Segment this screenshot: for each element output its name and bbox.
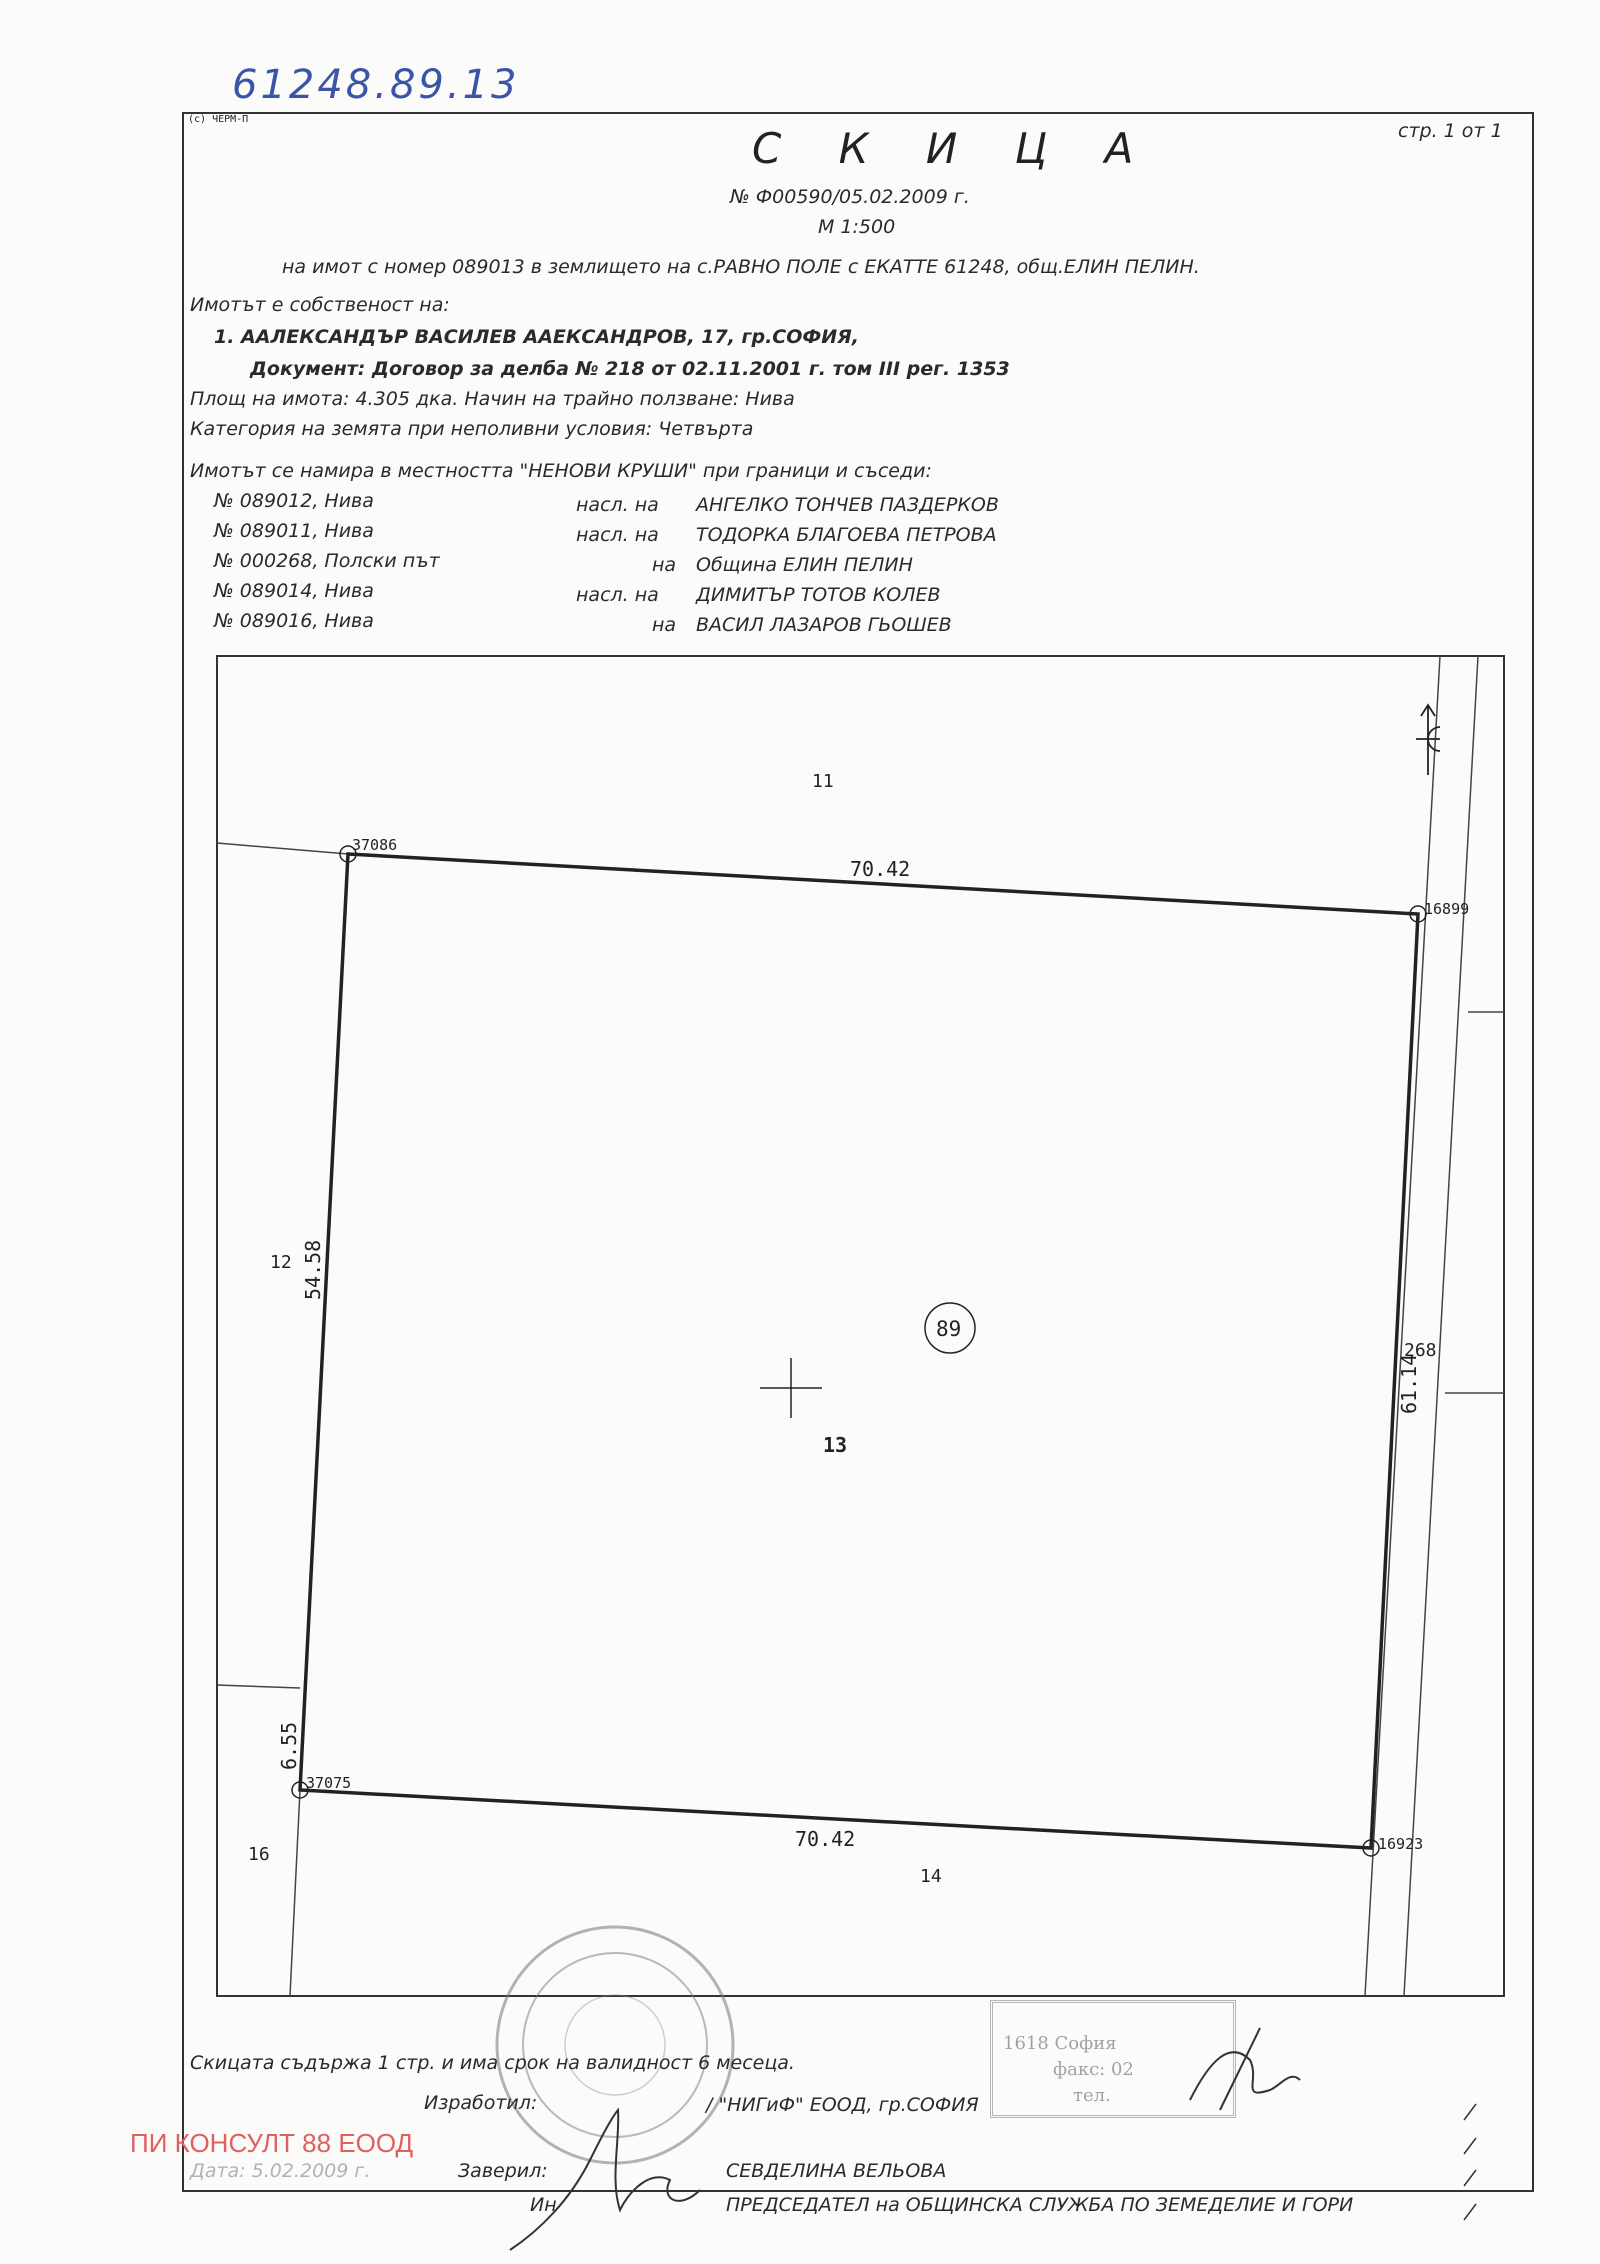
centroid-cross-icon bbox=[760, 1358, 822, 1418]
stamp-line: 1618 София bbox=[1003, 2033, 1117, 2054]
watermark-company: ПИ КОНСУЛТ 88 ЕООД bbox=[130, 2128, 414, 2158]
distance-label: 61.14 bbox=[1397, 1353, 1421, 1414]
neighbor-id: № 089014, Нива bbox=[214, 580, 374, 602]
position-prefix: Ин bbox=[530, 2194, 557, 2216]
document-title: С К И Ц А bbox=[752, 124, 1156, 173]
parcel-boundary bbox=[300, 854, 1418, 1848]
road-edge bbox=[1404, 656, 1478, 1996]
neighbor-id: № 000268, Полски път bbox=[214, 550, 440, 572]
verified-by: СЕВДЕЛИНА ВЕЛЬОВА bbox=[726, 2160, 947, 2182]
neighbor-parcel-label: 268 bbox=[1404, 1340, 1437, 1361]
validity-line: Скицата съдържа 1 стр. и има срок на валидност 6 месеца. bbox=[190, 2052, 795, 2074]
handwritten-file-number: 61248.89.13 bbox=[232, 62, 520, 108]
point-label: 37086 bbox=[352, 836, 398, 854]
document-scale: М 1:500 bbox=[818, 216, 896, 238]
point-label: 37075 bbox=[306, 1774, 352, 1792]
stamp-line: тел. bbox=[1073, 2085, 1111, 2106]
corner-code: (c) ЧЕРМ-П bbox=[188, 114, 249, 125]
distance-label: 54.58 bbox=[301, 1239, 325, 1300]
distance-label: 70.42 bbox=[795, 1827, 856, 1851]
verified-label: Заверил: bbox=[458, 2160, 548, 2182]
road-edge bbox=[1365, 656, 1440, 1996]
area-line: Площ на имота: 4.305 дка. Начин на трайно ползване: Нива bbox=[190, 388, 795, 410]
neighbor-relation: на bbox=[652, 614, 677, 636]
location-line: Имотът се намира в местността "НЕНОВИ КРУШИ" при граници и съседи: bbox=[190, 460, 932, 482]
prepared-by: / "НИГиФ" ЕООД, гр.СОФИЯ bbox=[706, 2094, 979, 2116]
point-label: 16923 bbox=[1378, 1835, 1424, 1853]
neighbor-relation: насл. на bbox=[576, 584, 659, 606]
neighbor-boundary bbox=[217, 843, 348, 854]
parcel-marker-label: 89 bbox=[936, 1317, 962, 1341]
neighbor-owner: ВАСИЛ ЛАЗАРОВ ГЬОШЕВ bbox=[696, 614, 952, 636]
date-label: Дата: 5.02.2009 г. bbox=[190, 2160, 371, 2182]
position-title: ПРЕДСЕДАТЕЛ на ОБЩИНСКА СЛУЖБА ПО ЗЕМЕДЕЛИЕ И ГОРИ bbox=[726, 2194, 1354, 2216]
parcel-number: 13 bbox=[823, 1433, 848, 1457]
neighbor-owner: ТОДОРКА БЛАГОЕВА ПЕТРОВА bbox=[696, 524, 997, 546]
neighbor-parcel-label: 11 bbox=[812, 771, 834, 792]
neighbor-id: № 089011, Нива bbox=[214, 520, 374, 542]
neighbor-relation: насл. на bbox=[576, 524, 659, 546]
neighbor-relation: на bbox=[652, 554, 677, 576]
page-indicator: стр. 1 от 1 bbox=[1398, 120, 1503, 142]
neighbor-owner: ДИМИТЪР ТОТОВ КОЛЕВ bbox=[696, 584, 941, 606]
document-line: Документ: Договор за делба № 218 от 02.11.2001 г. том III рег. 1353 bbox=[250, 358, 1010, 380]
neighbor-parcel-label: 14 bbox=[920, 1866, 942, 1887]
category-line: Категория на земята при неполивни условия: Четвърта bbox=[190, 418, 754, 440]
prepared-label: Изработил: bbox=[424, 2092, 538, 2114]
neighbor-parcel-label: 16 bbox=[248, 1844, 270, 1865]
neighbor-relation: насл. на bbox=[576, 494, 659, 516]
neighbor-owner: Община ЕЛИН ПЕЛИН bbox=[696, 554, 913, 576]
neighbor-owner: АНГЕЛКО ТОНЧЕВ ПАЗДЕРКОВ bbox=[696, 494, 999, 516]
signature-1 bbox=[500, 2080, 730, 2260]
owner-heading: Имотът е собственост на: bbox=[190, 294, 450, 316]
signature-2 bbox=[1180, 2020, 1310, 2120]
neighbor-id: № 089012, Нива bbox=[214, 490, 374, 512]
owner-line: 1. ААЛЕКСАНДЪР ВАСИЛЕВ ААЕКСАНДРОВ, 17, гр.СОФИЯ, bbox=[214, 326, 859, 348]
distance-label: 70.42 bbox=[850, 857, 911, 881]
neighbor-parcel-label: 12 bbox=[270, 1252, 292, 1273]
distance-label: 6.55 bbox=[277, 1721, 301, 1770]
stamp-line: факс: 02 bbox=[1053, 2059, 1134, 2080]
property-line: на имот с номер 089013 в землището на с.РАВНО ПОЛЕ с ЕКАТТЕ 61248, общ.ЕЛИН ПЕЛИН. bbox=[282, 256, 1200, 278]
neighbor-boundary bbox=[217, 1685, 300, 1688]
neighbor-boundary bbox=[290, 1790, 300, 1996]
footer-slashes bbox=[1460, 2090, 1490, 2230]
document-number: № Ф00590/05.02.2009 г. bbox=[730, 186, 970, 208]
neighbor-id: № 089016, Нива bbox=[214, 610, 374, 632]
point-label: 16899 bbox=[1424, 900, 1470, 918]
